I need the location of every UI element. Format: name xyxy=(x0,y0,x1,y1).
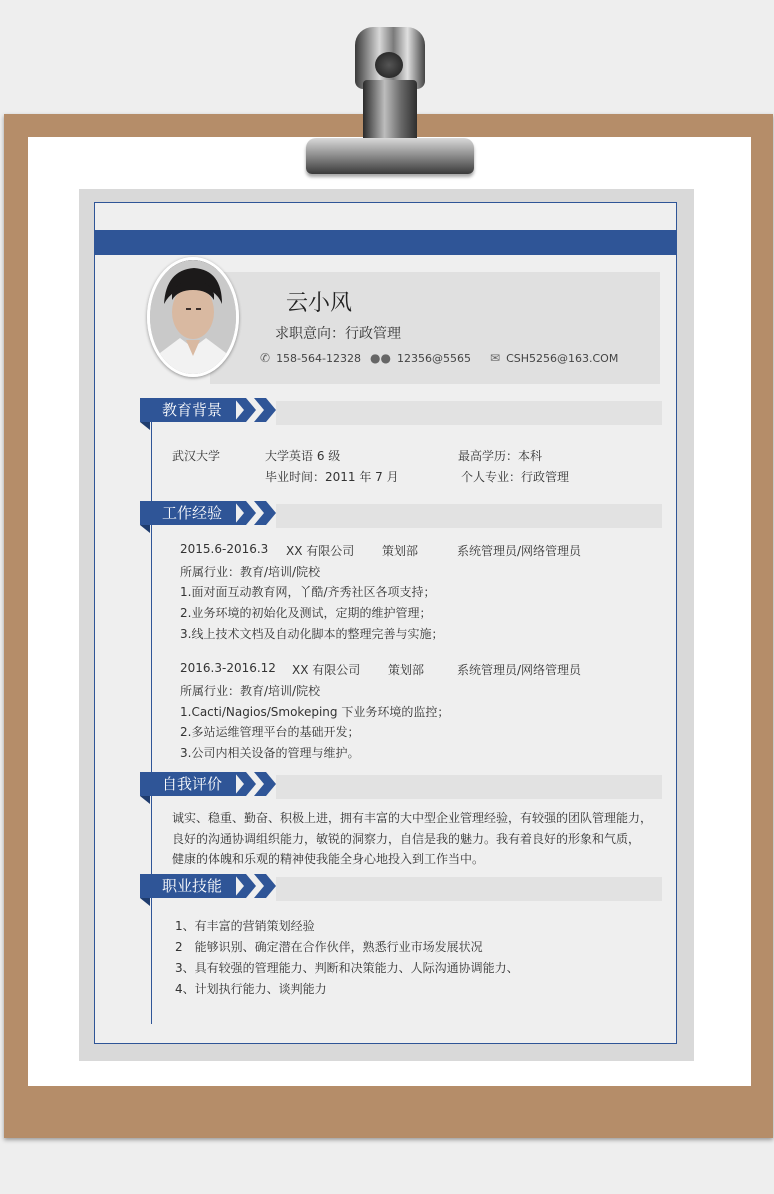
binder-clip-hole xyxy=(375,52,403,78)
section-tab-fold xyxy=(140,422,150,430)
wechat-icon: ●● xyxy=(370,351,391,365)
job-period: 2016.3-2016.12 xyxy=(180,661,276,675)
phone-icon: ✆ xyxy=(260,351,271,365)
avatar xyxy=(147,257,239,377)
resume-top-bar xyxy=(94,230,677,255)
chevron-right-icon xyxy=(234,772,278,796)
job-period: 2015.6-2016.3 xyxy=(180,542,269,556)
edu-major: 个人专业：行政管理 xyxy=(461,470,570,484)
section-band-education xyxy=(276,401,662,425)
edu-degree: 最高学历：本科 xyxy=(458,449,543,463)
section-band-work xyxy=(276,504,662,528)
self-eval-line: 健康的体魄和乐观的精神使我能全身心地投入到工作当中。 xyxy=(172,852,485,866)
skill-item: 3、具有较强的管理能力、判断和决策能力、人际沟通协调能力、 xyxy=(175,961,519,975)
section-tab-fold xyxy=(140,796,150,804)
skill-item: 2 能够识别、确定潜在合作伙伴，熟悉行业市场发展状况 xyxy=(175,940,483,954)
section-tab-fold xyxy=(140,898,150,906)
chevron-right-icon xyxy=(234,398,278,422)
skill-item: 4、计划执行能力、谈判能力 xyxy=(175,982,327,996)
job-role: 系统管理员/网络管理员 xyxy=(457,663,582,677)
contact-qq xyxy=(370,351,471,365)
section-band-skills xyxy=(276,877,662,901)
section-title-self: 自我评价 xyxy=(140,772,236,796)
section-tab-fold xyxy=(140,525,150,533)
section-title-work: 工作经验 xyxy=(140,501,236,525)
chevron-right-icon xyxy=(234,501,278,525)
edu-english: 大学英语 6 级 xyxy=(265,449,341,463)
candidate-name: 云小风 xyxy=(286,291,353,316)
job-industry: 所属行业：教育/培训/院校 xyxy=(180,565,321,579)
binder-clip-lever xyxy=(363,80,417,142)
job-duty: 3.公司内相关设备的管理与维护。 xyxy=(180,746,360,760)
mail-icon: ✉ xyxy=(490,351,501,365)
job-duty: 2.业务环境的初始化及测试，定期的维护管理； xyxy=(180,606,432,620)
section-title-skills: 职业技能 xyxy=(140,874,236,898)
chevron-right-icon xyxy=(234,874,278,898)
job-dept: 策划部 xyxy=(388,663,425,677)
section-title-education: 教育背景 xyxy=(140,398,236,422)
contact-phone xyxy=(260,351,361,365)
job-company: XX 有限公司 xyxy=(292,663,361,677)
edu-school: 武汉大学 xyxy=(172,449,221,463)
skill-item: 1、有丰富的营销策划经验 xyxy=(175,919,315,933)
self-eval-line: 诚实、稳重、勤奋、积极上进，拥有丰富的大中型企业管理经验，有较强的团队管理能力， xyxy=(172,811,653,825)
section-band-self xyxy=(276,775,662,799)
email-text: CSH5256@163.COM xyxy=(506,351,619,365)
job-industry: 所属行业：教育/培训/院校 xyxy=(180,684,321,698)
self-evaluation xyxy=(172,808,672,870)
qq-text: 12356@5565 xyxy=(396,351,471,365)
job-duty: 3.线上技术文档及自动化脚本的整理完善与实施； xyxy=(180,627,444,641)
job-company: XX 有限公司 xyxy=(286,544,355,558)
job-duty: 1.面对面互动教育网，丫酷/齐秀社区各项支持； xyxy=(180,585,436,599)
contact-email xyxy=(490,351,618,365)
job-duty: 2.多站运维管理平台的基础开发； xyxy=(180,725,360,739)
job-intent: 求职意向：行政管理 xyxy=(275,326,401,342)
job-dept: 策划部 xyxy=(382,544,419,558)
binder-clip-base xyxy=(306,138,474,174)
job-duty: 1.Cacti/Nagios/Smokeping 下业务环境的监控； xyxy=(180,705,450,719)
edu-graduation: 毕业时间：2011 年 7 月 xyxy=(265,470,399,484)
job-role: 系统管理员/网络管理员 xyxy=(457,544,582,558)
self-eval-line: 良好的沟通协调组织能力，敏锐的洞察力，自信是我的魅力。我有着良好的形象和气质， xyxy=(172,831,641,846)
phone-text: 158-564-12328 xyxy=(276,351,361,365)
